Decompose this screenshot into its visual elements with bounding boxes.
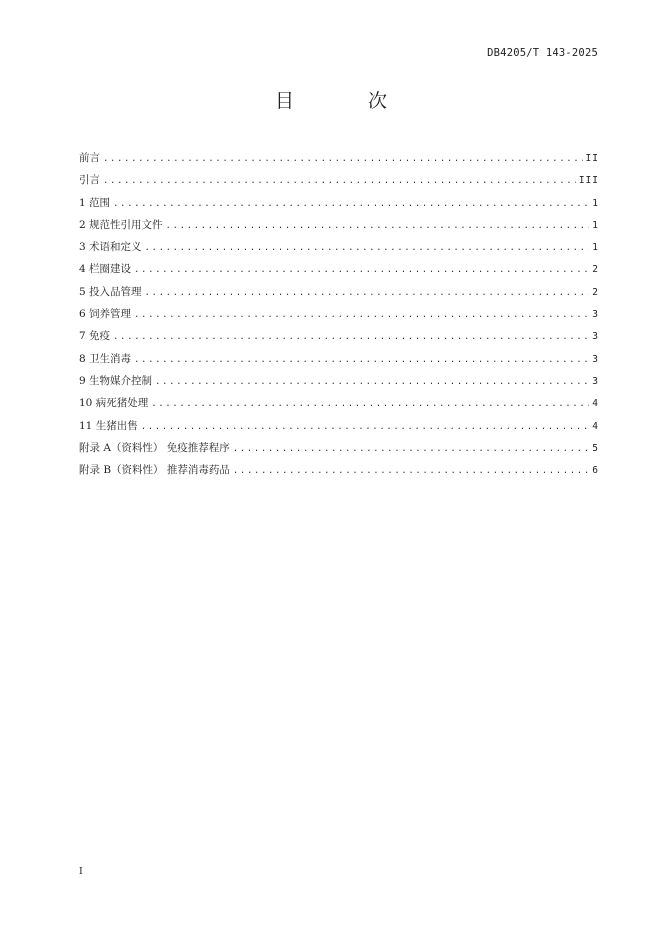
toc-entry-appendix-b[interactable] [79, 459, 599, 481]
dot-leader [103, 170, 576, 191]
dot-leader [113, 193, 589, 214]
toc-entry-label: 引言 [79, 174, 100, 187]
toc-entry-page: 1 [592, 197, 599, 209]
toc-entry-page: 2 [592, 286, 599, 298]
toc-entry-preface[interactable] [79, 147, 599, 169]
dot-leader [166, 215, 590, 236]
toc-entry-label: 前言 [79, 152, 100, 164]
toc-entry-page: 1 [592, 219, 599, 231]
toc-entry-label: 4 栏圈建设 [79, 263, 132, 276]
toc-entry-page: 3 [592, 331, 599, 343]
toc-entry-immunization[interactable] [79, 325, 599, 347]
toc-entry-dead-pig-disposal[interactable] [79, 392, 599, 414]
dot-leader [151, 393, 589, 414]
toc-entry-label: 1 范围 [79, 196, 111, 209]
dot-leader [233, 438, 590, 459]
toc-entry-page: 4 [592, 398, 599, 410]
toc-entry-label: 10 病死猪处理 [79, 397, 149, 410]
toc-entry-label: 8 卫生消毒 [79, 352, 132, 365]
dot-leader [155, 371, 589, 392]
toc-entry-page: 3 [592, 309, 599, 321]
toc-entry-label: 11 生猪出售 [79, 419, 138, 432]
toc-entry-page: 3 [592, 353, 599, 365]
toc-entry-pig-sales[interactable] [79, 415, 599, 437]
toc-entry-label: 9 生物媒介控制 [79, 374, 153, 387]
dot-leader [134, 349, 589, 370]
toc-entry-pen-construction[interactable] [79, 258, 599, 280]
toc-entry-input-management[interactable] [79, 281, 599, 303]
toc-entry-page: 1 [592, 242, 599, 254]
toc-entry-label: 6 饲养管理 [79, 308, 132, 321]
dot-leader [233, 460, 589, 481]
toc-entry-page: 3 [592, 375, 599, 387]
toc-entry-feeding-management[interactable] [79, 303, 599, 325]
toc-entry-terms-definitions[interactable] [79, 236, 599, 258]
toc-entry-appendix-a[interactable] [79, 437, 599, 459]
toc-entry-page: II [585, 153, 599, 164]
dot-leader [145, 237, 590, 258]
dot-leader [134, 304, 589, 325]
toc-entry-page: 5 [592, 442, 599, 454]
toc-entry-label: 2 规范性引用文件 [79, 218, 163, 231]
dot-leader [134, 259, 589, 280]
toc-entry-vector-control[interactable] [79, 370, 599, 392]
toc-entry-normative-references[interactable] [79, 214, 599, 236]
toc-entry-label: 3 术语和定义 [79, 241, 142, 254]
toc-entry-label: 附录 B（资料性） 推荐消毒药品 [79, 464, 230, 477]
toc-entry-scope[interactable] [79, 192, 599, 214]
toc-entry-label: 5 投入品管理 [79, 285, 142, 298]
toc-entry-page: 6 [592, 465, 599, 477]
toc-entry-sanitation-disinfection[interactable] [79, 348, 599, 370]
toc-entry-page: III [578, 175, 599, 187]
dot-leader [141, 416, 590, 437]
dot-leader [103, 148, 583, 169]
toc-title: 目 次 [274, 90, 422, 112]
toc-entry-label: 附录 A（资料性） 免疫推荐程序 [79, 441, 230, 454]
table-of-contents [79, 147, 599, 481]
page-number: I [79, 866, 83, 877]
toc-entry-label: 7 免疫 [79, 330, 111, 343]
dot-leader [113, 326, 589, 347]
toc-entry-page: 4 [592, 420, 599, 432]
toc-entry-page: 2 [592, 264, 599, 276]
dot-leader [145, 282, 590, 303]
document-code: DB4205/T 143-2025 [487, 47, 598, 59]
toc-entry-introduction[interactable] [79, 169, 599, 191]
